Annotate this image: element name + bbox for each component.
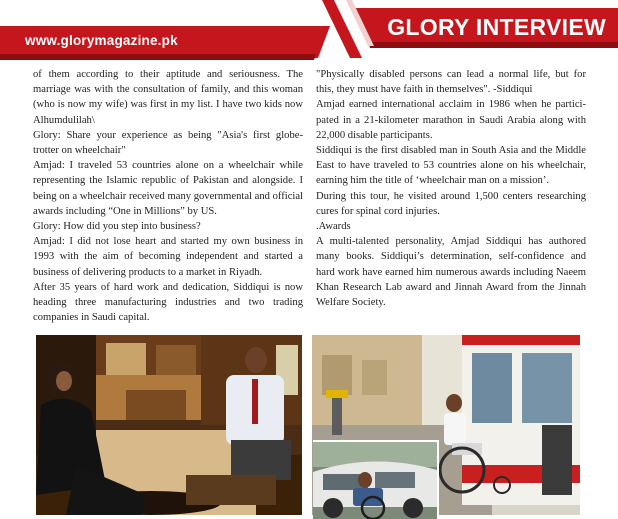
paragraph: Amjad earned international acclaim in 1986 when he partici-pated in a 21-kilometer marathon in Saudi Arabia along with 22,000 disable participants.	[316, 99, 586, 141]
interview-photo	[36, 335, 302, 515]
magazine-header	[0, 0, 618, 62]
article-left-column	[33, 67, 303, 325]
answer: Amjad: I did not lose heart and started my own business in 1993 with the aim of becoming independent and started a business of delivering products to a market in Riyadh.	[33, 236, 303, 278]
question: Glory: Share your experience as being "Asia's first globe-trotter on wheelchair"	[33, 129, 303, 157]
paragraph: A multi-talented personality, Amjad Siddiqui has authored many books. Siddiqui’s determination, self-confidence and hard work have earned him numerous awards including Naeem Khan Research Lab award and Jinnah Award from the Jinnah Welfare Society.	[316, 236, 586, 309]
paragraph: Siddiqui is the first disabled man in South Asia and the Middle East to have traveled to 53 countries alone on his wheelchair, earning him the title of ‘wheelchair man on a mission’.	[316, 145, 586, 187]
paragraph: After 35 years of hard work and dedication, Siddiqui is now heading three manufacturing industries and two trading companies in Saudi capital.	[33, 281, 303, 324]
answer: Amjad: I traveled 53 countries alone on a wheelchair while representing the Islamic republic of Pakistan and alongside. I being on a wheelchair received many governmental and official awards including “One in Millions” by US.	[33, 160, 303, 217]
site-url: www.glorymagazine.pk	[25, 33, 178, 48]
section-title: GLORY INTERVIEW	[387, 14, 606, 40]
subheading: .Awards	[316, 221, 351, 233]
question: Glory: How did you step into business?	[33, 221, 201, 233]
wheelchair-car-photo	[313, 440, 439, 519]
article-right-column	[316, 67, 586, 310]
quote: "Physically disabled persons can lead a normal life, but for this, they must have faith in themselves". -Siddiqui	[316, 69, 586, 96]
paragraph: During this tour, he visited around 1,500 centers researching cures for spinal cord injuries.	[316, 190, 586, 217]
paragraph: of them according to their aptitude and seriousness. The marriage was with the consultation of family, and this woman (who is now my wife) was first in my list. I have two kids now Alhumdulilah\	[33, 69, 303, 126]
